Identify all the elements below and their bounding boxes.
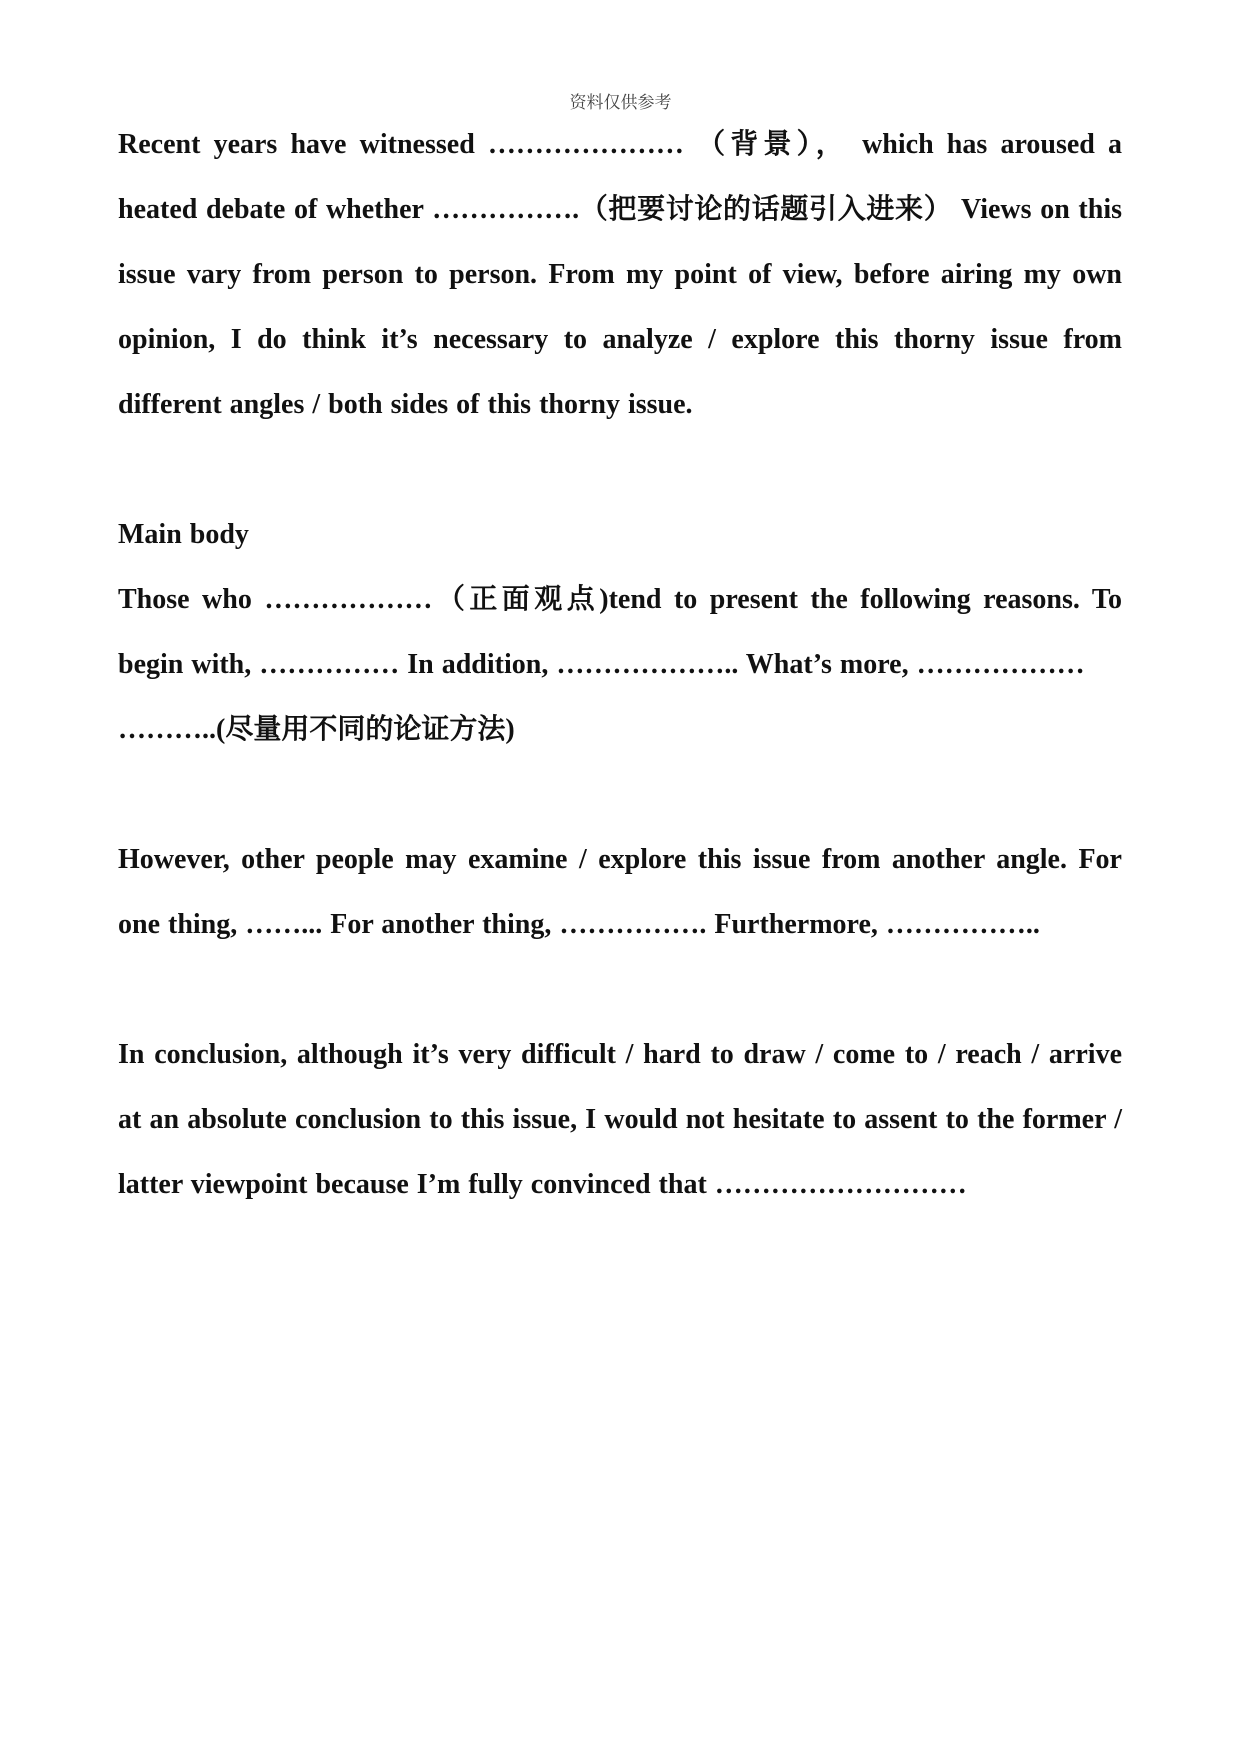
- pro-paragraph: Those who ………………（正面观点)tend to present the following reasons. To begin with, …………… In addition, ……………….. What’s more, ………………: [118, 584, 1122, 680]
- document-body: [118, 112, 1122, 1217]
- paragraph-gap: [118, 437, 1122, 502]
- conclusion-paragraph: In conclusion, although it’s very difficult / hard to draw / come to / reach / arrive at an absolute conclusion to this issue, I would not hesitate to assent to the former / latter viewpoint because I’m fully convinced that ………………………: [118, 1039, 1122, 1200]
- main-body-heading: Main body: [118, 519, 249, 550]
- paragraph-gap: [118, 957, 1122, 1022]
- con-paragraph: However, other people may examine / explore this issue from another angle. For one thing, ……... For another thing, ……………. Furthermore, ……………..: [118, 844, 1122, 940]
- paragraph-gap: [118, 762, 1122, 827]
- pro-note: ………..(尽量用不同的论证方法): [118, 714, 515, 745]
- intro-paragraph: Recent years have witnessed ………………… （背景）， which has aroused a heated debate of whether …………….（把要讨论的话题引入进来） Views on this issue vary from person to person. From my point of view, before airing my own opinion, I do think it’s necessary to analyze / explore this thorny issue from different angles / both sides of this thorny issue.: [118, 129, 1122, 420]
- header-note: 资料仅供参考: [569, 93, 672, 113]
